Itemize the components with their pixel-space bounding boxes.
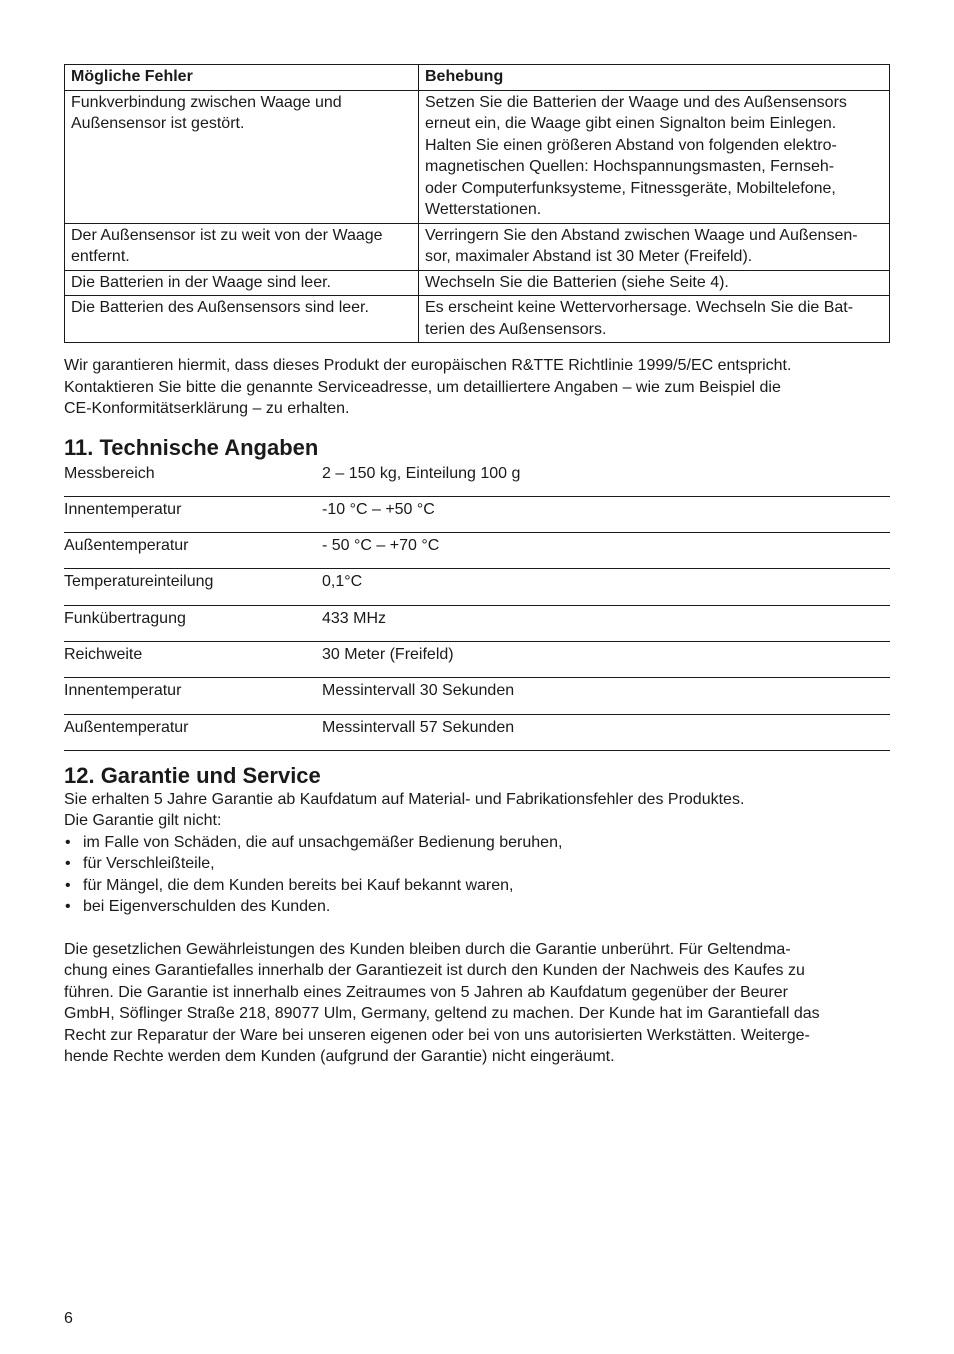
spec-row <box>64 569 890 605</box>
spec-label: Temperatureinteilung <box>64 573 214 591</box>
conformity-line: Kontaktieren Sie bitte die genannte Serviceadresse, um detailliertere Angaben – wie zum Beispiel die <box>64 378 781 396</box>
cell-line: Wechseln Sie die Batterien (siehe Seite 4). <box>425 273 729 291</box>
cell-line: sor, maximaler Abstand ist 30 Meter (Freifeld). <box>425 248 753 265</box>
legal-line: hende Rechte werden dem Kunden (aufgrund der Garantie) nicht eingeräumt. <box>64 1048 615 1066</box>
conformity-line: CE-Konformitätserklärung – zu erhalten. <box>64 400 350 417</box>
warranty-exclusions-list <box>64 832 890 918</box>
warranty-legal-paragraph <box>64 939 890 1068</box>
bullet-icon: • <box>65 876 71 894</box>
troubleshooting-table <box>64 64 890 343</box>
legal-line: führen. Die Garantie ist innerhalb eines Zeitraumes von 5 Jahren ab Kaufdatum gegenüber der Beurer <box>64 983 788 1001</box>
fault-cell <box>65 90 419 223</box>
cell-line: Außensensor ist gestört. <box>71 115 245 132</box>
bullet-icon: • <box>65 833 71 851</box>
column-header-fix: Behebung <box>419 65 890 91</box>
spec-label: Außentemperatur <box>64 718 189 736</box>
cell-line: Es erscheint keine Wettervorhersage. Wechseln Sie die Bat- <box>425 299 854 316</box>
spec-row <box>64 642 890 678</box>
section-heading-warranty: 12. Garantie und Service <box>64 762 321 788</box>
spec-row <box>64 606 890 642</box>
page-content <box>64 64 890 1068</box>
list-item-text: für Verschleißteile, <box>83 855 215 873</box>
spec-label: Innentemperatur <box>64 500 182 518</box>
bullet-icon: • <box>65 898 71 916</box>
cell-line: Verringern Sie den Abstand zwischen Waage und Außensen- <box>425 226 858 244</box>
table-header-row <box>65 65 890 91</box>
fix-cell <box>419 90 890 223</box>
list-item-text: bei Eigenverschulden des Kunden. <box>83 898 331 916</box>
warranty-intro-line: Sie erhalten 5 Jahre Garantie ab Kaufdatum auf Material- und Fabrikationsfehler des Produktes. <box>64 790 745 808</box>
fault-cell <box>65 296 419 343</box>
section-heading-technical-data: 11. Technische Angaben <box>64 434 319 460</box>
list-item <box>64 875 890 897</box>
cell-line: Die Batterien des Außensensors sind leer. <box>71 299 369 316</box>
spec-label: Reichweite <box>64 645 143 663</box>
cell-line: entfernt. <box>71 248 130 265</box>
cell-line: Funkverbindung zwischen Waage und <box>71 93 342 111</box>
fix-cell <box>419 223 890 270</box>
spec-row <box>64 461 890 497</box>
table-row <box>65 296 890 343</box>
spec-label: Außentemperatur <box>64 537 189 555</box>
cell-line: terien des Außensensors. <box>425 320 607 338</box>
list-item <box>64 853 890 875</box>
cell-line: magnetischen Quellen: Hochspannungsmasten, Fernseh- <box>425 158 835 175</box>
spec-value: Messintervall 57 Sekunden <box>322 718 515 736</box>
spec-value: 433 MHz <box>322 609 387 627</box>
cell-line: Die Batterien in der Waage sind leer. <box>71 273 331 291</box>
legal-line: GmbH, Söflinger Straße 218, 89077 Ulm, Germany, geltend zu machen. Der Kunde hat im Garantiefall das <box>64 1005 820 1023</box>
legal-line: Die gesetzlichen Gewährleistungen des Kunden bleiben durch die Garantie unberührt. Für Geltendma- <box>64 940 791 958</box>
cell-line: Der Außensensor ist zu weit von der Waage <box>71 226 383 244</box>
spec-label: Funkübertragung <box>64 609 186 627</box>
fault-cell <box>65 270 419 296</box>
cell-line: Setzen Sie die Batterien der Waage und des Außensensors <box>425 93 847 111</box>
table-row <box>65 270 890 296</box>
fix-cell <box>419 296 890 343</box>
technical-specs-table <box>64 461 890 751</box>
spec-label: Innentemperatur <box>64 682 182 700</box>
spec-row <box>64 678 890 714</box>
spec-value: - 50 °C – +70 °C <box>322 537 440 555</box>
spec-row <box>64 497 890 533</box>
cell-line: oder Computerfunksysteme, Fitnessgeräte, Mobiltelefone, <box>425 179 836 197</box>
spec-value: 2 – 150 kg, Einteilung 100 g <box>322 464 521 482</box>
list-item-text: im Falle von Schäden, die auf unsachgemäßer Bedienung beruhen, <box>83 833 563 851</box>
spec-row <box>64 533 890 569</box>
conformity-line: Wir garantieren hiermit, dass dieses Produkt der europäischen R&TTE Richtlinie 1999/5/EC entspricht. <box>64 357 792 374</box>
spec-value: -10 °C – +50 °C <box>322 500 435 518</box>
spec-value: Messintervall 30 Sekunden <box>322 682 515 700</box>
warranty-intro <box>64 789 890 832</box>
spec-row <box>64 715 890 751</box>
column-header-fault: Mögliche Fehler <box>65 65 419 91</box>
list-item <box>64 832 890 854</box>
conformity-statement <box>64 355 890 420</box>
spec-value: 30 Meter (Freifeld) <box>322 645 454 663</box>
cell-line: Halten Sie einen größeren Abstand von folgenden elektro- <box>425 136 837 154</box>
table-row <box>65 223 890 270</box>
spec-value: 0,1°C <box>322 573 363 591</box>
legal-line: Recht zur Reparatur der Ware bei unseren eigenen oder bei von uns autorisierten Werkstätten. Weiterge- <box>64 1026 810 1044</box>
warranty-intro-line: Die Garantie gilt nicht: <box>64 812 222 830</box>
table-row <box>65 90 890 223</box>
fix-cell <box>419 270 890 296</box>
page-number: 6 <box>64 1310 73 1327</box>
cell-line: erneut ein, die Waage gibt einen Signalton beim Einlegen. <box>425 115 837 132</box>
bullet-icon: • <box>65 855 71 873</box>
fault-cell <box>65 223 419 270</box>
legal-line: chung eines Garantiefalles innerhalb der Garantiezeit ist durch den Kunden der Nachweis des Kaufes zu <box>64 962 805 980</box>
spec-label: Messbereich <box>64 464 155 482</box>
list-item <box>64 896 890 918</box>
cell-line: Wetterstationen. <box>425 201 542 218</box>
list-item-text: für Mängel, die dem Kunden bereits bei Kauf bekannt waren, <box>83 876 514 894</box>
